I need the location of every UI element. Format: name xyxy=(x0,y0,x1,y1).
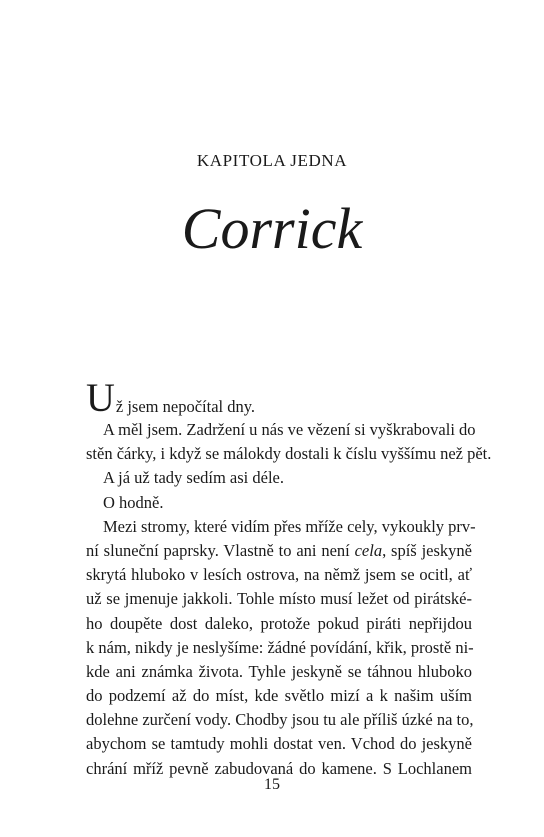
page-number: 15 xyxy=(264,776,280,793)
text-line xyxy=(86,375,472,420)
text-fragment: ní sluneční paprsky. Vlastně to ani není xyxy=(86,540,355,560)
emphasis-text: cela xyxy=(354,540,383,560)
drop-cap: U xyxy=(86,375,115,420)
text-line: k nám, nikdy je neslyšíme: žádné povídání, křik, prostě ni- xyxy=(86,637,474,657)
text-line: abychom se tamtudy mohli dostat ven. Vchod do jeskyně xyxy=(86,734,472,754)
text-line: skrytá hluboko v lesích ostrova, na němž jsem se ocitl, ať xyxy=(86,565,472,585)
text-line: A já už tady sedím asi déle. xyxy=(103,468,284,488)
text-line: Mezi stromy, které vidím přes mříže cely, vykoukly prv- xyxy=(103,516,476,536)
text-line: kde ani známka života. Tyhle jeskyně se táhnou hluboko xyxy=(86,661,472,681)
body-text xyxy=(86,375,492,781)
text-line: už se jmenuje jakkoli. Tohle místo musí ležet od pirátské- xyxy=(86,589,472,609)
chapter-title: Corrick xyxy=(181,196,363,261)
text-fragment: ž jsem nepočítal dny. xyxy=(115,397,256,416)
text-line: chrání mříž pevně zabudovaná do kamene. S Lochlanem xyxy=(86,758,472,778)
text-line: do podzemí až do míst, kde světlo mizí a k našim uším xyxy=(86,686,472,706)
text-line: stěn čárky, i když se málokdy dostali k číslu vyššímu než pět. xyxy=(86,444,492,464)
text-line xyxy=(86,539,472,563)
text-fragment: , spíš jeskyně xyxy=(382,540,472,560)
text-line: A měl jsem. Zadržení u nás ve vězení si vyškrabovali do xyxy=(103,420,476,439)
text-line: O hodně. xyxy=(103,492,164,512)
chapter-label: KAPITOLA JEDNA xyxy=(196,151,348,170)
text-line: dolehne zurčení vody. Chodby jsou tu ale příliš úzké na to, xyxy=(86,710,474,730)
text-line: ho doupěte dost daleko, protože pokud piráti nepřijdou xyxy=(86,613,472,633)
